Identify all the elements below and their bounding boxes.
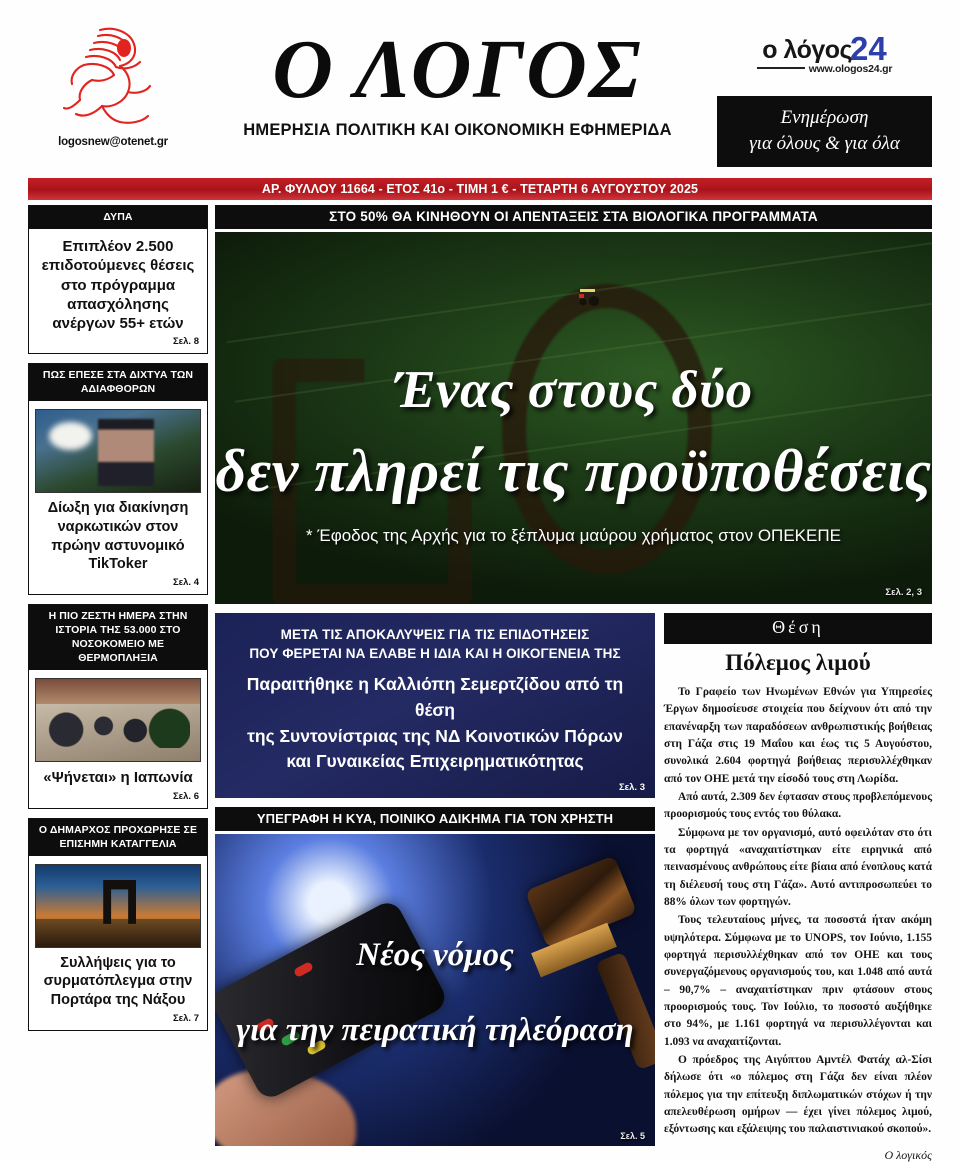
lower-left-column — [215, 613, 655, 1146]
editorial-signature: Ο λογικός — [884, 1147, 932, 1162]
sidebar-teaser-naxos[interactable] — [28, 818, 208, 1031]
nymph-logo-icon — [54, 22, 172, 130]
issue-dateline-text: ΑΡ. ΦΥΛΛΟΥ 11664 - ΕΤΟΣ 41ο - ΤΙΜΗ 1 € - ΤΕΤΑΡΤΗ 6 ΑΥΓΟΥΣΤΟΥ 2025 — [261, 182, 699, 196]
lead-kicker: ΣΤΟ 50% ΘΑ ΚΙΝΗΘΟΥΝ ΟΙ ΑΠΕΝΤΑΞΕΙΣ ΣΤΑ ΒΙΟΛΟΓΙΚΑ ΠΡΟΓΡΑΜΜΑΤΑ — [215, 205, 932, 229]
brand-rule-divider — [757, 67, 805, 69]
teaser-header: ΠΩΣ ΕΠΕΣΕ ΣΤΑ ΔΙΧΤΥΑ ΤΩΝ ΑΔΙΑΦΘΟΡΩΝ — [29, 364, 207, 401]
editorial-body — [664, 684, 932, 1140]
editorial-column — [664, 613, 932, 1162]
editorial-paragraph: Σύμφωνα με τον οργανισμό, αυτό οφειλόταν στο ότι τα φορτηγά «αναχαιτίστηκαν είτε ειρηνικά από πεινασμένους ανθρώπους είτε βίαια από ένοπλους κατά τη διέλευσή τους στη Γάζα». Αυτό αντιπροσωπεύει το 88% όλων των φορτηγών. — [664, 826, 932, 908]
brand-website-url: www.ologos24.gr — [717, 63, 932, 75]
ologos24-brand[interactable] — [717, 30, 932, 90]
teaser-page-ref: Σελ. 4 — [172, 576, 199, 588]
teaser-body — [29, 229, 207, 353]
teaser-body — [29, 401, 207, 593]
masthead-right — [717, 0, 932, 167]
resignation-overline-1: ΜΕΤΑ ΤΙΣ ΑΠΟΚΑΛΥΨΕΙΣ ΓΙΑ ΤΙΣ ΕΠΙΔΟΤΗΣΕΙΣ — [280, 627, 590, 642]
teaser-header: Ο ΔΗΜΑΡΧΟΣ ΠΡΟΧΩΡΗΣΕ ΣΕ ΕΠΙΣΗΜΗ ΚΑΤΑΓΓΕΛΙΑ — [29, 819, 207, 856]
naxos-portara-photo — [35, 864, 201, 948]
remote-control-shape — [215, 898, 450, 1103]
pixelated-face-photo — [35, 409, 201, 493]
tv-headline-line-1: Νέος νόμος — [356, 936, 514, 973]
teaser-text: Δίωξη για διακίνηση ναρκωτικών στον πρώην αστυνομικό TikToker — [47, 500, 189, 573]
lead-headline-line-1: Ένας στους δύο — [394, 361, 753, 419]
editorial-title: Πόλεμος λιμού — [725, 650, 871, 675]
remote-control-gavel-photo — [215, 834, 655, 1146]
resignation-headline-3: και Γυναικείας Επιχειρηματικότητας — [286, 751, 584, 772]
resignation-headline — [225, 672, 645, 775]
masthead-email: logosnew@otenet.gr — [58, 136, 168, 148]
main-column — [215, 205, 932, 1162]
resignation-page-ref: Σελ. 3 — [618, 782, 645, 793]
sidebar-teaser-tiktoker[interactable] — [28, 363, 208, 595]
newspaper-title: Ο ΛΟΓΟΣ — [272, 23, 643, 116]
editorial-section-label: Θέση — [664, 613, 932, 644]
resignation-overline-2: ΠΟΥ ΦΕΡΕΤΑΙ ΝΑ ΕΛΑΒΕ Η ΙΔΙΑ ΚΑΙ Η ΟΙΚΟΓΕΝΕΙΑ ΤΗΣ — [249, 646, 621, 662]
issue-dateline-bar — [28, 178, 932, 200]
lower-section — [215, 613, 932, 1162]
editorial-paragraph: Τους τελευταίους μήνες, τα ποσοστά ήταν ακόμη υψηλότερα. Σύμφωνα με το UNOPS, τον Ιούνιο, 1.155 φορτηγά περισυλλέχθηκαν από τον ΟΗΕ και τους συνεργαζόμενους οργανισμούς του, και 1.048 από αυτά – 90,7% – αναχαιτίστηκαν πριν φτάσουν στους προορισμούς τους. Τον Ιούλιο, το ποσοστό αυξήθηκε στο 94%, με 1.161 φορτηγά να περισυλλέγονται και 1.093 να αναχαιτίζονται. — [664, 914, 932, 1048]
newspaper-subtitle: ΗΜΕΡΗΣΙΑ ΠΟΛΙΤΙΚΗ ΚΑΙ ΟΙΚΟΝΟΜΙΚΗ ΕΦΗΜΕΡΙΔΑ — [243, 120, 672, 139]
masthead-center — [198, 0, 717, 140]
editorial-paragraph: Το Γραφείο των Ηνωμένων Εθνών για Υπηρεσίες Έργων δημοσίευσε στοιχεία που δείχνουν ότι από την επανέναρξη των παραδόσεων ανθρωπιστικής βοήθειας στη Γάζα στις 19 Μαΐου και έως τις 5 Αυγούστου, συνολικά 2.604 φορτηγά βοήθειας περισυλλέχθηκαν από τον ΟΗΕ μετά την είσοδό τους στη Λωρίδα. — [664, 686, 932, 785]
teaser-page-ref: Σελ. 7 — [172, 1012, 199, 1024]
masthead-left — [28, 0, 198, 148]
tractor-icon — [577, 288, 603, 308]
teaser-page-ref: Σελ. 6 — [172, 790, 199, 802]
teaser-body — [29, 670, 207, 807]
editorial-paragraph: Ο πρόεδρος της Αιγύπτου Αμντέλ Φατάχ αλ-Σίσι δήλωσε ότι «ο πόλεμος στη Γάζα δεν είναι πλέον πόλεμος για την επίτευξη διπλωματικών στόχων ή την απελευθέρωση ομήρων — έχει γίνει πόλεμος λιμού, εξόντωσης και εξάλειψης του παλαιστινιακού σκοπού». — [664, 1053, 932, 1136]
brand-text: ο λόγος — [762, 36, 853, 64]
piracy-law-story-box[interactable] — [215, 807, 655, 1146]
sidebar-teaser-dypa[interactable] — [28, 205, 208, 354]
teaser-text: Επιπλέον 2.500 επιδοτούμενες θέσεις στο πρόγραμμα απασχόλησης ανέργων 55+ ετών — [41, 238, 195, 332]
teaser-text: «Ψήνεται» η Ιαπωνία — [43, 769, 193, 787]
editorial-block — [664, 613, 932, 1162]
slogan-line-1: Ενημέρωση — [780, 107, 869, 128]
tv-page-ref: Σελ. 5 — [620, 1131, 645, 1141]
teaser-page-ref: Σελ. 8 — [172, 336, 199, 348]
resignation-story-box[interactable] — [215, 613, 655, 798]
tv-kicker: ΥΠΕΓΡΑΦΗ Η ΚΥΑ, ΠΟΙΝΙΚΟ ΑΔΙΚΗΜΑ ΓΙΑ ΤΟΝ ΧΡΗΣΤΗ — [215, 807, 655, 831]
teaser-header: Η ΠΙΟ ΖΕΣΤΗ ΗΜΕΡΑ ΣΤΗΝ ΙΣΤΟΡΙΑ ΤΗΣ 53.000 ΣΤΟ ΝΟΣΟΚΟΜΕΙΟ ΜΕ ΘΕΡΜΟΠΛΗΞΙΑ — [29, 605, 207, 671]
masthead — [28, 0, 932, 178]
slogan-line-2: για όλους & για όλα — [749, 132, 900, 154]
lead-headline-line-2: δεν πληρεί τις προϋποθέσεις — [215, 438, 932, 504]
resignation-headline-1: Παραιτήθηκε η Καλλιόπη Σεμερτζίδου από τη θέση — [246, 674, 624, 721]
resignation-headline-2: της Συντονίστριας της ΝΔ Κοινοτικών Πόρων — [247, 725, 623, 746]
lead-subheadline: * Έφοδος της Αρχής για το ξέπλυμα μαύρου χρήματος στον ΟΠΕΚΕΠΕ — [306, 526, 841, 545]
aerial-field-tractor-fifty-photo — [215, 232, 932, 604]
content-grid — [28, 205, 932, 1162]
teaser-body — [29, 856, 207, 1030]
japan-heatwave-photo — [35, 678, 201, 762]
editorial-paragraph: Από αυτά, 2.309 δεν έφτασαν στους προβλεπόμενους προορισμούς τους εντός του θύλακα. — [664, 790, 932, 821]
lead-page-ref: Σελ. 2, 3 — [885, 587, 922, 598]
teaser-header: ΔΥΠΑ — [29, 206, 207, 229]
teaser-text: Συλλήψεις για το συρματόπλεγμα στην Πορτάρα της Νάξου — [43, 954, 193, 1008]
sidebar-teaser-japan[interactable] — [28, 604, 208, 809]
brand-number: 24 — [850, 30, 887, 67]
slogan-box — [717, 96, 932, 167]
tv-headline-line-2: για την πειρατική τηλεόραση — [236, 1011, 634, 1048]
left-sidebar — [28, 205, 208, 1155]
